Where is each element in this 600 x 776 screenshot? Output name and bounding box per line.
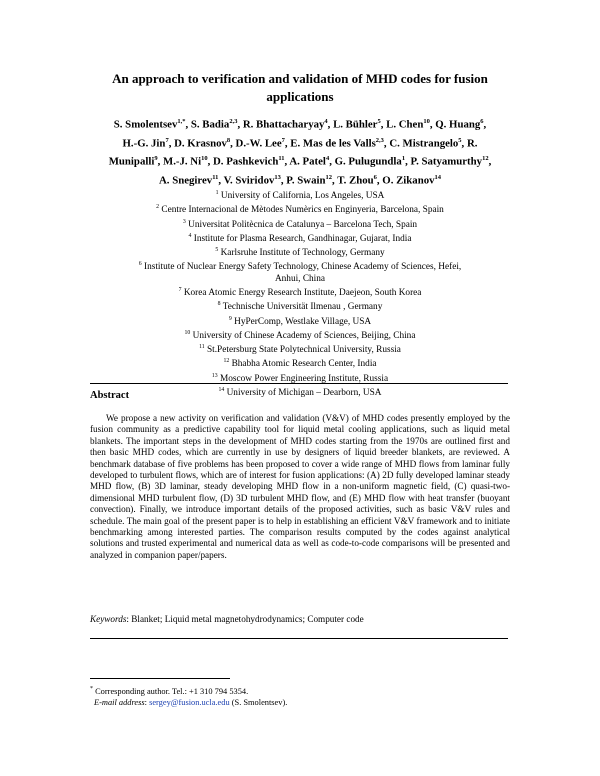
affiliation-item (95, 342, 505, 356)
affiliation-item (95, 328, 505, 342)
affiliation-item (95, 285, 505, 299)
author-affiliation-mark: 9 (154, 155, 158, 163)
author-name: V. Sviridov (223, 174, 275, 187)
author-affiliation-mark: 12 (482, 155, 489, 163)
author-line: H.-G. Jin$^7$, D. Krasnov$^8$, D.-W. Lee$^7$, E. Mas de les Valls$^{2,3}$, C. Mistrangelo$^5$, R. (122, 136, 478, 150)
affiliation-text: Karlsruhe Institute of Technology, Germany (220, 248, 385, 259)
affiliation-text: HyPerComp, Westlake Village, USA (234, 316, 372, 327)
author-name: Munipalli (108, 155, 155, 168)
author-affiliation-mark: 5 (377, 118, 381, 125)
affiliation-item (95, 217, 505, 231)
author-name: L. Chen (386, 118, 424, 131)
keywords-text: : Blanket; Liquid metal magnetohydrodynamics; Computer code (126, 614, 364, 624)
title-line-1: An approach to verification and validation of MHD codes for fusion (112, 71, 488, 86)
author-name: D.-W. Lee (235, 137, 282, 150)
author-affiliation-mark: 8 (226, 136, 231, 144)
author-name: D. Krasnov (174, 137, 227, 150)
affiliation-number: 1 (215, 190, 219, 196)
author-name: P. Satyamurthy (410, 155, 483, 168)
author-affiliation-mark: 13 (274, 173, 281, 181)
affiliation-text: University of California, Los Angeles, USA (220, 191, 385, 202)
author-name: A. Patel (289, 155, 326, 168)
author-line: A. Snegirev$^{11}$, V. Sviridov$^{13}$, P. Swain$^{12}$, T. Zhou$^6$, O. Zikanov$^{14}$ (159, 173, 441, 187)
affiliation-number: 14 (218, 387, 225, 394)
author-affiliation-mark: 11 (278, 155, 285, 163)
affiliation-item (95, 385, 505, 399)
title-line-2: applications (266, 89, 334, 104)
author-affiliation-mark: 5 (458, 136, 462, 144)
footnote (90, 684, 510, 708)
footnote-corresponding: * Corresponding author. Tel.: +1 310 794 5354. (90, 686, 249, 696)
author-name: H.-G. Jin (122, 137, 166, 150)
author-name: R. (466, 137, 478, 150)
affiliation-number: 8 (217, 301, 221, 308)
author-name: E. Mas de les Valls (290, 137, 376, 150)
affiliation-number: 4 (188, 232, 192, 239)
affiliation-item (95, 259, 505, 273)
abstract-text: We propose a new activity on verification and validation (V&V) of MHD codes presently employed by the fusion community as a predictive capability tool for liquid metal cooling applications, such as liquid metal blankets. The important steps in the development of MHD codes starting from the 1970s are outlined first and then basic MHD codes, which are currently in use by designers of liquid breeder blankets, are reviewed. A benchmark database of five problems has been proposed to cover a wide range of MHD flows from laminar fully developed to turbulent flows, which are of interest for fusion applications: (A) 2D fully developed laminar steady MHD flow, (B) 3D laminar, steady developing MHD flow in a non-uniform magnetic field, (C) quasi-two-dimensional MHD turbulent flow, (D) 3D turbulent MHD flow, and (E) MHD flow with heat transfer (buoyant convection). Finally, we introduce important details of the proposed activities, such as basic V&V rules and schedule. The main goal of the present paper is to help in establishing an efficient V&V framework and to initiate benchmarking among interested parties. The comparison results computed by the codes against analytical solutions and trusted experimental and numerical data as well as code-to-code comparisons will be presented and analyzed in companion paper/papers. (90, 413, 510, 560)
affiliation-text: Anhui, China (274, 273, 326, 284)
author-line: S. Smolentsev$^{1,*}$, S. Badia$^{2,3}$, R. Bhattacharyay$^4$, L. Bühler$^5$, L. Chen$^{10}$, Q. Huang$^6$, (113, 118, 487, 131)
affiliation-number: 6 (138, 261, 142, 268)
affiliation-item (95, 314, 505, 328)
author-name: G. Pulugundla (334, 155, 402, 168)
author-name: P. Swain (286, 174, 326, 187)
affiliation-number: 9 (228, 315, 232, 322)
affiliation-number: 2 (156, 204, 160, 211)
author-affiliation-mark: 12 (325, 173, 332, 181)
author-affiliation-mark: 1,* (177, 118, 186, 125)
author-affiliation-mark: 14 (434, 173, 441, 181)
affiliation-text: St.Petersburg State Polytechnical University, Russia (206, 345, 401, 356)
author-name: L. Bühler (333, 118, 378, 131)
author-name: O. Zikanov (382, 174, 435, 187)
affiliation-number: 3 (182, 218, 186, 225)
author-affiliation-mark: 6 (480, 118, 484, 125)
author-affiliation-mark: 7 (281, 136, 285, 144)
affiliation-text: Korea Atomic Energy Research Institute, Daejeon, South Korea (183, 288, 422, 299)
affiliation-text: Technische Universität Ilmenau , Germany (222, 302, 383, 313)
affiliation-number: 7 (178, 286, 182, 293)
affiliation-text: Centre Internacional de Mètodes Numèrics en Enginyeria, Barcelona, Spain (161, 205, 444, 216)
author-affiliation-mark: 4 (325, 155, 330, 163)
author-line: Munipalli$^9$, M.-J. Ni$^{10}$, D. Pashkevich$^{11}$, A. Patel$^4$, G. Pulugundla$^1$, P. Satyamurthy$^{12}$, (108, 155, 492, 168)
author-name: T. Zhou (337, 174, 374, 187)
author-name: Q. Huang (435, 118, 481, 131)
affiliation-number: 12 (223, 358, 230, 365)
keywords (90, 614, 510, 624)
affiliation-text: Moscow Power Engineering Institute, Russia (220, 373, 389, 384)
author-affiliation-mark: 11 (212, 173, 219, 181)
affiliation-text: Bhabha Atomic Research Center, India (231, 359, 377, 370)
affiliation-number: 13 (211, 372, 218, 379)
footnote-email: E-mail address: sergey@fusion.ucla.edu (S. Smolentsev). (94, 697, 288, 707)
author-affiliation-mark: 6 (373, 173, 377, 181)
author-name: R. Bhattacharyay (242, 118, 325, 131)
affiliation-text: University of Michigan – Dearborn, USA (226, 388, 382, 399)
affiliation-item (95, 231, 505, 245)
affiliation-text: University of Chinese Academy of Sciences, Beijing, China (192, 330, 416, 341)
paper-title (80, 70, 520, 106)
affiliation-item (95, 299, 505, 313)
affiliation-text: Institute of Nuclear Energy Safety Technology, Chinese Academy of Sciences, Hefei, (143, 262, 462, 273)
author-list (78, 114, 522, 188)
author-affiliation-mark: 2,3 (375, 136, 384, 144)
affiliation-item (95, 202, 505, 216)
author-name: M.-J. Ni (163, 155, 202, 168)
author-name: S. Smolentsev (113, 118, 178, 131)
top-divider (90, 383, 508, 384)
affiliation-number: 11 (199, 344, 205, 351)
affiliation-item (95, 356, 505, 370)
author-name: A. Snegirev (159, 174, 213, 187)
affiliation-text: Universitat Politècnica de Catalunya – Barcelona Tech, Spain (188, 219, 418, 230)
keywords-label: Keywords (90, 614, 127, 624)
bottom-divider (90, 638, 508, 639)
affiliation-item (95, 188, 505, 202)
author-affiliation-mark: 10 (423, 118, 430, 125)
author-affiliation-mark: 1 (401, 155, 406, 163)
affiliation-number: 10 (184, 329, 191, 336)
abstract-heading: Abstract (90, 390, 130, 401)
email-link[interactable]: sergey@fusion.ucla.edu (149, 697, 230, 707)
affiliation-text: Institute for Plasma Research, Gandhinagar, Gujarat, India (193, 233, 412, 244)
author-affiliation-mark: 2,3 (229, 118, 238, 125)
footnote-rule (90, 678, 230, 679)
author-affiliation-mark: 7 (165, 136, 169, 144)
affiliation-item (95, 245, 505, 259)
author-name: D. Pashkevich (213, 155, 279, 168)
author-affiliation-mark: 10 (201, 155, 208, 163)
author-affiliation-mark: 4 (324, 118, 328, 125)
author-name: S. Badia (190, 118, 230, 131)
affiliation-list (95, 188, 505, 399)
affiliation-item (95, 274, 505, 285)
author-name: C. Mistrangelo (389, 137, 459, 150)
affiliation-number: 5 (215, 247, 219, 254)
